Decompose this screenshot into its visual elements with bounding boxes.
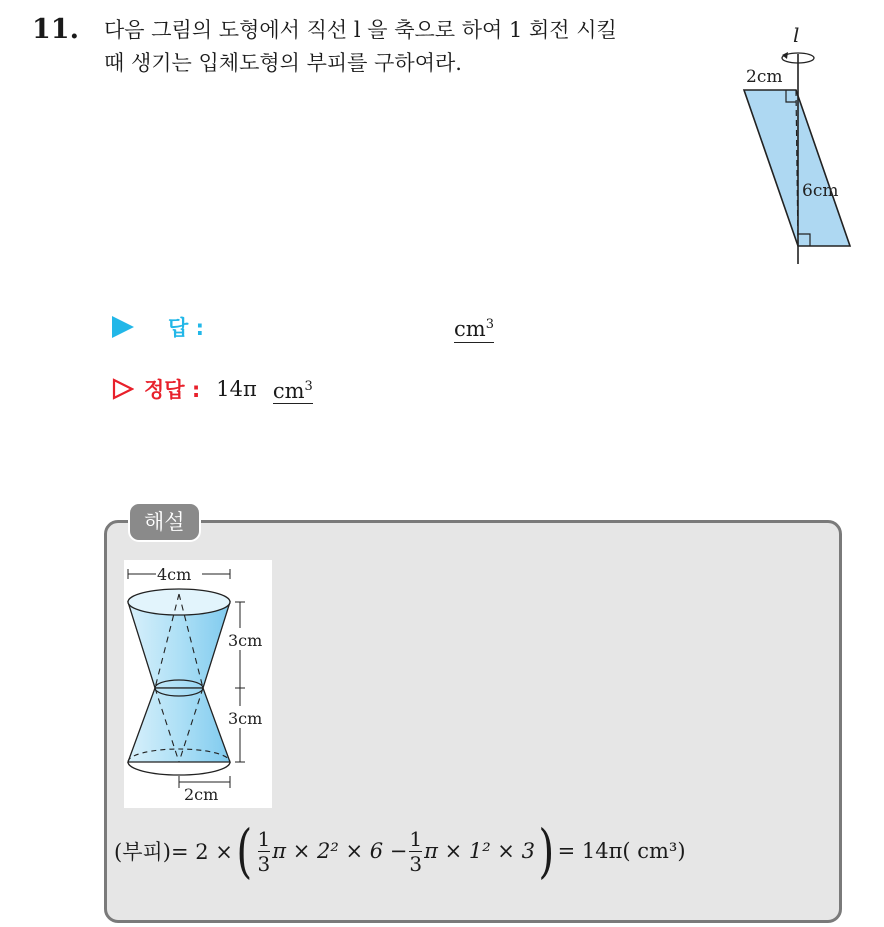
frac-denominator: 3 [409,851,423,876]
axis-label: l [793,24,800,47]
fraction-one-third-2 [409,827,422,876]
frac-denominator: 3 [257,851,271,876]
frac-numerator: 1 [257,826,271,851]
fraction-one-third [258,827,271,876]
formula-lhs: (부피)= 2 × [114,840,233,864]
formula-term-2: π × 1² × 3 [424,839,535,863]
right-paren: ) [538,817,555,885]
bottom-radius-label: 2cm [184,785,219,804]
height-label: 6cm [802,181,839,201]
outline-arrow-icon [112,378,134,400]
correct-unit-wrap [273,375,313,404]
formula-term-1: π × 2² × 6 − [272,839,408,863]
upper-height-label: 3cm [228,631,263,650]
top-ellipse [128,589,230,615]
correct-unit-exp: 3 [304,378,313,394]
lower-height-label: 3cm [228,709,263,728]
answer-row [112,312,494,342]
explanation-tag: 해설 [128,502,201,542]
parallelogram-shape [744,90,850,246]
rotation-figure [736,24,866,269]
top-width-label: 4cm [157,565,192,584]
volume-formula [114,817,686,885]
question-text [104,14,744,80]
correct-answer-row [112,374,313,404]
answer-label: 답 : [168,316,204,340]
formula-rhs: = 14π( cm³) [557,839,686,863]
arrowhead-icon [782,52,788,59]
left-paren: ( [236,817,253,885]
answer-unit-exp: 3 [485,317,494,332]
double-cone-figure [124,560,274,810]
correct-unit: cm [272,378,305,403]
top-length-label: 2cm [746,67,783,87]
frac-numerator: 1 [409,826,423,851]
correct-value: 14π [216,377,257,401]
answer-blank[interactable] [454,312,494,343]
question-line-2: 때 생기는 입체도형의 부피를 구하여라. [104,51,462,75]
correct-label: 정답 : [144,378,201,402]
question-number: 11. [32,14,79,45]
answer-unit: cm [454,317,486,341]
play-arrow-icon [112,316,134,338]
question-line-1: 다음 그림의 도형에서 직선 l 을 축으로 하여 1 회전 시킬 [104,18,617,42]
